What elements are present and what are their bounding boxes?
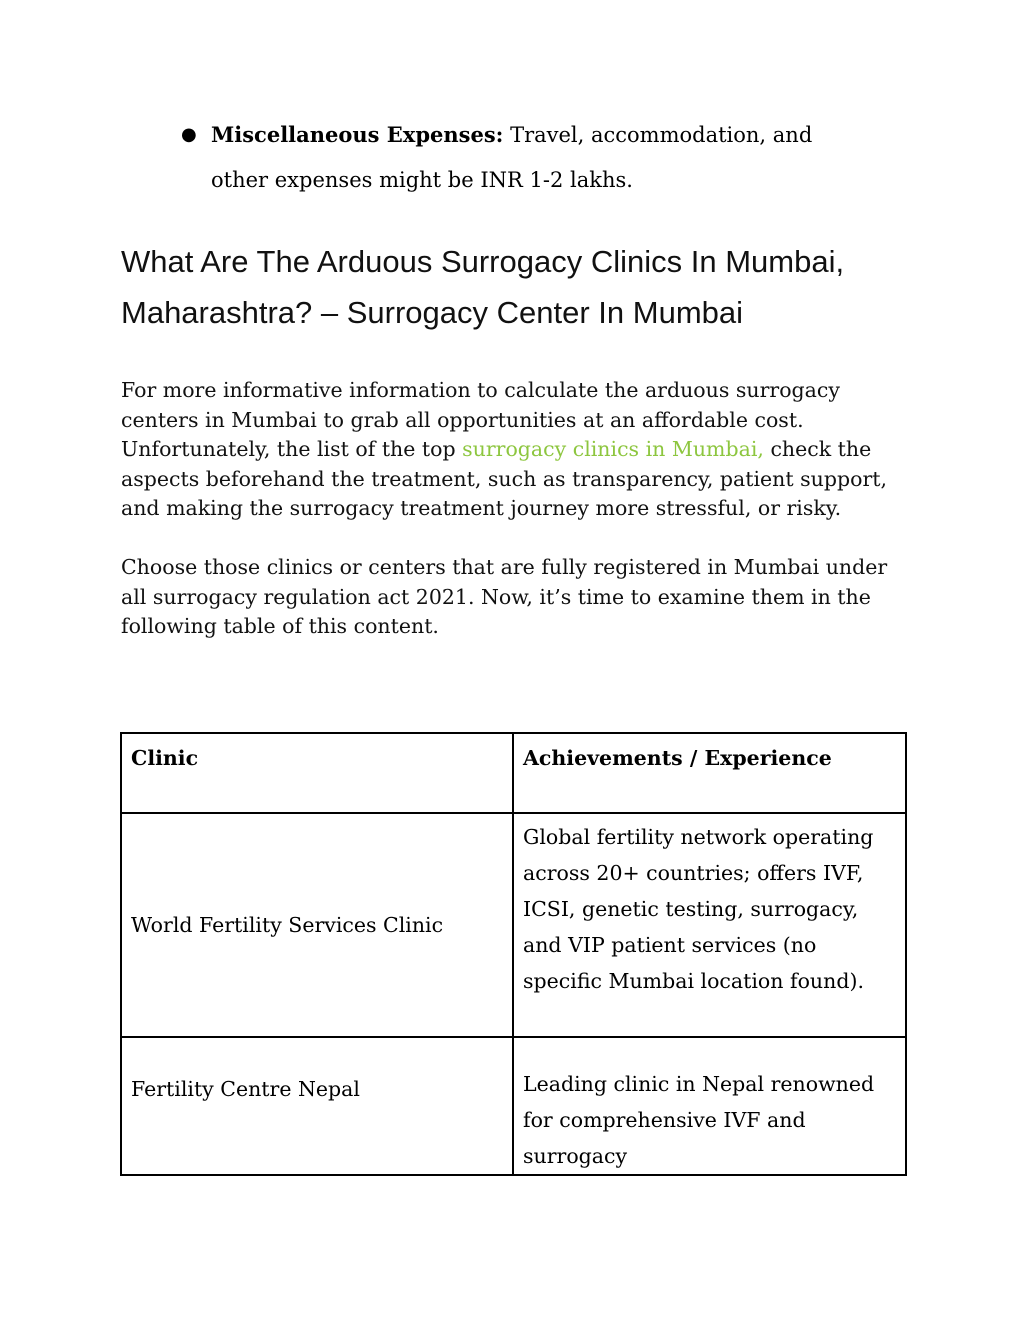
achievements-cell: Global fertility network operating across 20+ countries; offers IVF, ICSI, genetic testing, surrogacy, and VIP patient services (no specific Mumbai location found). bbox=[513, 813, 906, 1037]
header-achievements: Achievements / Experience bbox=[513, 733, 906, 813]
table-row bbox=[121, 1037, 906, 1175]
bullet-body: Travel, accommodation, and other expenses might be INR 1-2 lakhs. bbox=[211, 123, 813, 192]
clinic-name-cell: World Fertility Services Clinic bbox=[121, 813, 513, 1037]
bullet-marker: ● bbox=[181, 124, 197, 145]
section-heading: What Are The Arduous Surrogacy Clinics In Mumbai, Maharashtra? – Surrogacy Center In Mumbai bbox=[121, 244, 845, 330]
achievements-cell: Leading clinic in Nepal renowned for comprehensive IVF and surrogacy bbox=[513, 1037, 906, 1175]
paragraph-intro-end: check the aspects beforehand the treatment, such as transparency, patient support, and making the surrogacy treatment journey more stressful, or risky. bbox=[121, 437, 888, 520]
surrogacy-clinics-link[interactable]: surrogacy clinics in Mumbai, bbox=[462, 437, 764, 461]
bullet-text bbox=[211, 112, 871, 203]
clinic-table bbox=[120, 732, 907, 1176]
header-clinic: Clinic bbox=[121, 733, 513, 813]
table-row bbox=[121, 813, 906, 1037]
bullet-label: Miscellaneous Expenses: bbox=[211, 122, 504, 147]
paragraph-registration: Choose those clinics or centers that are fully registered in Mumbai under all surrogacy regulation act 2021. Now, it’s time to examine them in the following table of this content. bbox=[121, 555, 888, 638]
paragraph-intro-start: For more informative information to calculate the arduous surrogacy centers in Mumbai to grab all opportunities at an affordable cost. Unfortunately, the list of the top bbox=[121, 378, 840, 461]
clinic-name-cell: Fertility Centre Nepal bbox=[121, 1037, 513, 1175]
paragraph-intro bbox=[121, 376, 911, 524]
table-header-row bbox=[121, 733, 906, 813]
